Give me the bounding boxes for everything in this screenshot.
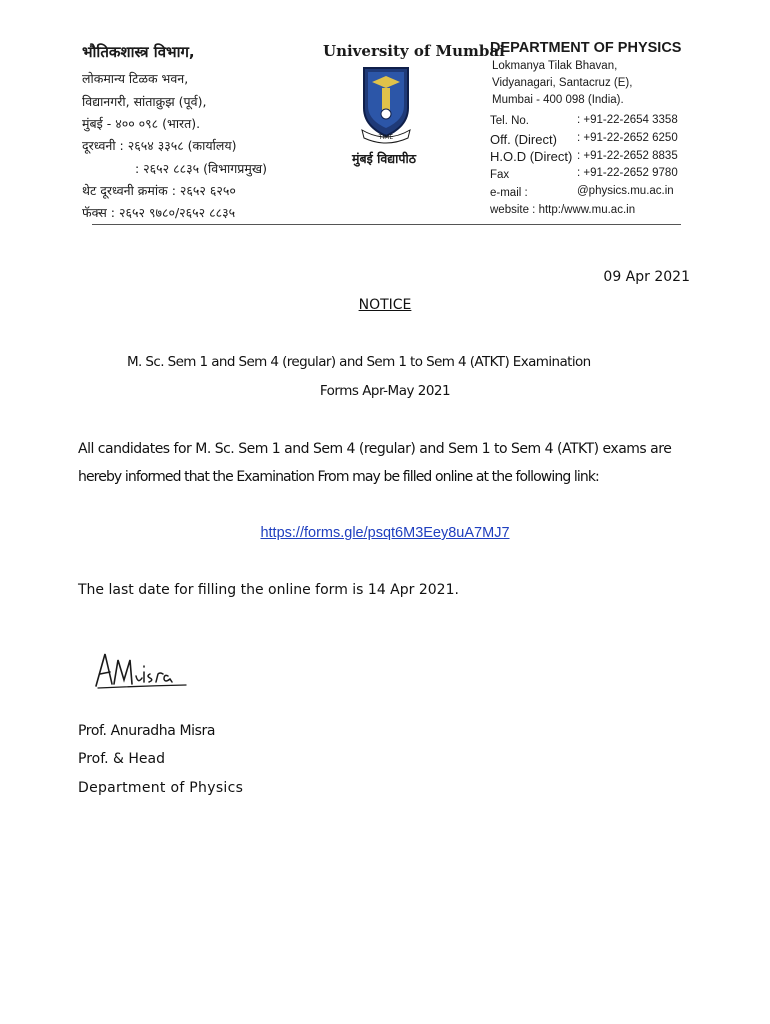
marathi-department-title: भौतिकशास्त्र विभाग, xyxy=(82,43,195,61)
website-line: website : http:/www.mu.ac.in xyxy=(490,204,636,216)
notice-subject-line: Forms Apr-May 2021 xyxy=(319,383,451,399)
contact-label: Tel. No. xyxy=(490,115,529,127)
last-date-text: The last date for filling the online form is 14 Apr 2021. xyxy=(78,582,459,598)
contact-value: : +91-22-2652 6250 xyxy=(577,132,678,144)
notice-heading: NOTICE xyxy=(358,297,412,313)
english-address-line: Vidyanagari, Santacruz (E), xyxy=(492,77,633,89)
notice-subject-line: M. Sc. Sem 1 and Sem 4 (regular) and Sem 1 to Sem 4 (ATKT) Examination xyxy=(127,354,591,370)
contact-label: H.O.D (Direct) xyxy=(490,149,573,164)
marathi-address-line: लोकमान्य टिळक भवन, xyxy=(82,71,189,86)
contact-label: Fax xyxy=(490,169,510,181)
email-value: @physics.mu.ac.in xyxy=(577,185,674,197)
contact-value: : +91-22-2652 9780 xyxy=(577,167,678,179)
signature-text: AMisra xyxy=(92,648,96,649)
english-address-line: Lokmanya Tilak Bhavan, xyxy=(492,60,618,72)
english-department-title: DEPARTMENT OF PHYSICS xyxy=(490,40,682,56)
contact-value: : +91-22-2652 8835 xyxy=(577,150,678,162)
university-name: University of Mumbai xyxy=(323,42,505,60)
notice-date: 09 Apr 2021 xyxy=(603,269,690,285)
signatory-name: Prof. Anuradha Misra xyxy=(78,723,216,739)
marathi-phone-line: : २६५२ ८८३५ (विभागप्रमुख) xyxy=(135,161,267,176)
university-marathi-name: मुंबई विद्यापीठ xyxy=(352,151,417,166)
signatory-department: Department of Physics xyxy=(78,780,244,796)
handwritten-signature xyxy=(92,648,192,694)
marathi-direct-phone-line: थेट दूरध्वनी क्रमांक : २६५२ ६२५० xyxy=(82,183,236,198)
contact-label: Off. (Direct) xyxy=(490,132,557,147)
english-address-line: Mumbai - 400 098 (India). xyxy=(492,94,624,106)
marathi-fax-line: फॅक्स : २६५२ ९७८०/२६५२ ८८३५ xyxy=(82,205,236,220)
contact-value: : +91-22-2654 3358 xyxy=(577,114,678,126)
examination-form-link[interactable]: https://forms.gle/psqt6M3Eey8uA7MJ7 xyxy=(260,525,510,541)
marathi-address-line: मुंबई - ४०० ०९८ (भारत). xyxy=(82,116,201,131)
notice-body-line: All candidates for M. Sc. Sem 1 and Sem 4 (regular) and Sem 1 to Sem 4 (ATKT) exams are xyxy=(78,441,672,457)
signatory-designation: Prof. & Head xyxy=(78,751,165,767)
crest-banner-text: TIME xyxy=(378,134,394,141)
notice-body-line: hereby informed that the Examination From may be filled online at the following link: xyxy=(78,469,599,485)
marathi-phone-line: दूरध्वनी : २६५४ ३३५८ (कार्यालय) xyxy=(82,138,237,153)
letterhead-divider xyxy=(92,224,681,225)
university-crest-logo xyxy=(358,64,414,144)
contact-label: e-mail : xyxy=(490,187,528,199)
marathi-address-line: विद्यानगरी, सांताक्रुझ (पूर्व), xyxy=(82,94,207,109)
